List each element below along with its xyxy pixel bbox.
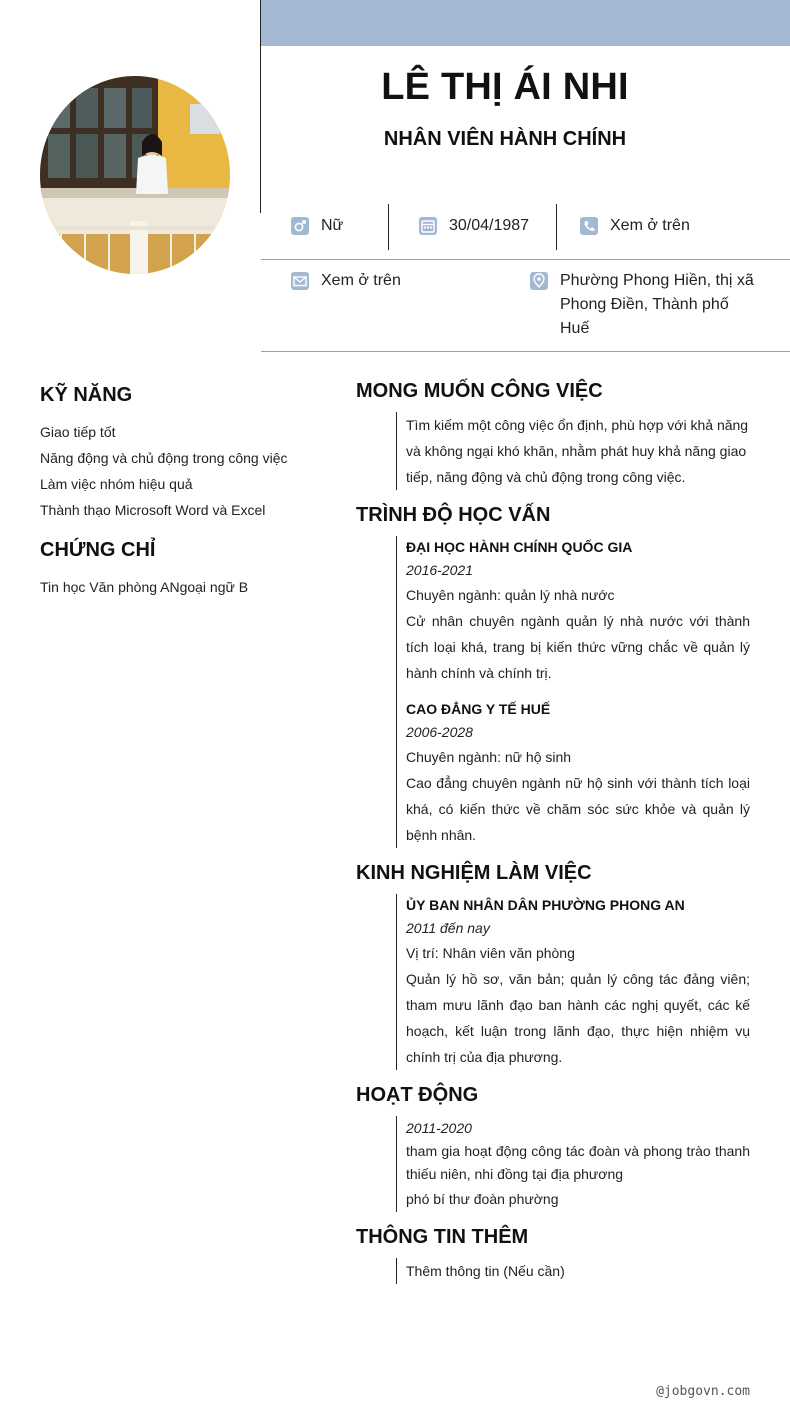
activity-role: phó bí thư đoàn phường (406, 1191, 559, 1207)
experience-section (356, 862, 750, 1070)
education-section (356, 504, 750, 848)
activities-heading: HOẠT ĐỘNG (356, 1084, 479, 1106)
contact-divider (388, 204, 389, 250)
education-period: 2006-2028 (406, 724, 473, 740)
company-name: ỦY BAN NHÂN DÂN PHƯỜNG PHONG AN (406, 897, 685, 913)
phone-icon (580, 217, 598, 235)
left-column (40, 384, 310, 600)
experience-position: Vị trí: Nhân viên văn phòng (406, 945, 575, 961)
contact-birthday (419, 214, 529, 238)
school-name: ĐẠI HỌC HÀNH CHÍNH QUỐC GIA (406, 539, 633, 555)
contact-address (530, 269, 755, 341)
location-icon (530, 272, 548, 290)
email-icon (291, 272, 309, 290)
candidate-name: LÊ THỊ ÁI NHI (381, 66, 629, 108)
skill-item: Làm việc nhóm hiệu quả (40, 476, 193, 492)
certificate-item: Tin học Văn phòng ANgoại ngữ B (40, 579, 249, 595)
skill-item: Thành thạo Microsoft Word và Excel (40, 502, 266, 518)
contact-separator (261, 351, 790, 352)
gender-value: Nữ (321, 217, 344, 234)
footer-watermark: @jobgovn.com (656, 1384, 750, 1399)
experience-heading: KINH NGHIỆM LÀM VIỆC (356, 862, 592, 884)
avatar (40, 76, 230, 274)
objective-heading: MONG MUỐN CÔNG VIỆC (356, 380, 603, 402)
additional-heading: THÔNG TIN THÊM (356, 1226, 529, 1248)
experience-entry (406, 894, 750, 1070)
contact-gender (291, 214, 343, 238)
phone-value: Xem ở trên (610, 217, 690, 234)
education-major: Chuyên ngành: quản lý nhà nước (406, 587, 615, 603)
contact-phone (580, 214, 690, 238)
skill-item: Năng động và chủ động trong công việc (40, 450, 288, 466)
objective-text: Tìm kiếm một công việc ổn định, phù hợp với khả năng và không ngại khó khăn, nhằm phát huy khả năng giao tiếp, năng động và chủ động trong công việc. (406, 417, 749, 485)
job-title: NHÂN VIÊN HÀNH CHÍNH (383, 128, 627, 150)
activity-desc: tham gia hoạt động công tác đoàn và phong trào thanh thiếu niên, nhi đồng tại địa phương (406, 1143, 750, 1182)
skill-item: Giao tiếp tốt (40, 424, 116, 440)
additional-text: Thêm thông tin (Nếu cần) (406, 1263, 565, 1279)
birthday-value: 30/04/1987 (449, 217, 530, 234)
header-band (261, 0, 790, 46)
skills-list (40, 419, 310, 523)
objective-section (356, 380, 750, 490)
email-value: Xem ở trên (321, 272, 401, 289)
education-heading: TRÌNH ĐỘ HỌC VẤN (356, 504, 551, 526)
additional-section (356, 1226, 750, 1284)
activities-section (356, 1084, 750, 1212)
education-entry (406, 536, 750, 686)
contact-email (291, 269, 401, 293)
calendar-icon (419, 217, 437, 235)
skills-heading: KỸ NĂNG (40, 384, 133, 406)
experience-period: 2011 đến nay (406, 920, 490, 936)
contact-divider (556, 204, 557, 250)
experience-desc: Quản lý hồ sơ, văn bản; quản lý công tác đảng viên; tham mưu lãnh đạo ban hành các nghị quyết, các kế hoạch, kết luận trong lãnh đạo, thực hiện nhiệm vụ chính trị của địa phương. (406, 971, 750, 1065)
gender-icon (291, 217, 309, 235)
education-desc: Cử nhân chuyên ngành quản lý nhà nước với thành tích loại khá, trang bị kiến thức vững chắc về quản lý hành chính và chính trị. (406, 613, 750, 681)
education-entry (406, 698, 750, 848)
contact-separator (261, 259, 790, 260)
education-desc: Cao đẳng chuyên ngành nữ hộ sinh với thành tích loại khá, có kiến thức về chăm sóc sức khỏe và quản lý bệnh nhân. (406, 775, 750, 843)
education-period: 2016-2021 (406, 562, 473, 578)
education-major: Chuyên ngành: nữ hộ sinh (406, 749, 572, 765)
school-name: CAO ĐẲNG Y TẾ HUẾ (406, 701, 551, 717)
activity-period: 2011-2020 (406, 1120, 472, 1136)
address-value: Phường Phong Hiền, thị xã Phong Điền, Thành phố Huế (560, 272, 754, 337)
right-column (356, 380, 750, 1298)
certificates-heading: CHỨNG CHỈ (40, 539, 156, 561)
